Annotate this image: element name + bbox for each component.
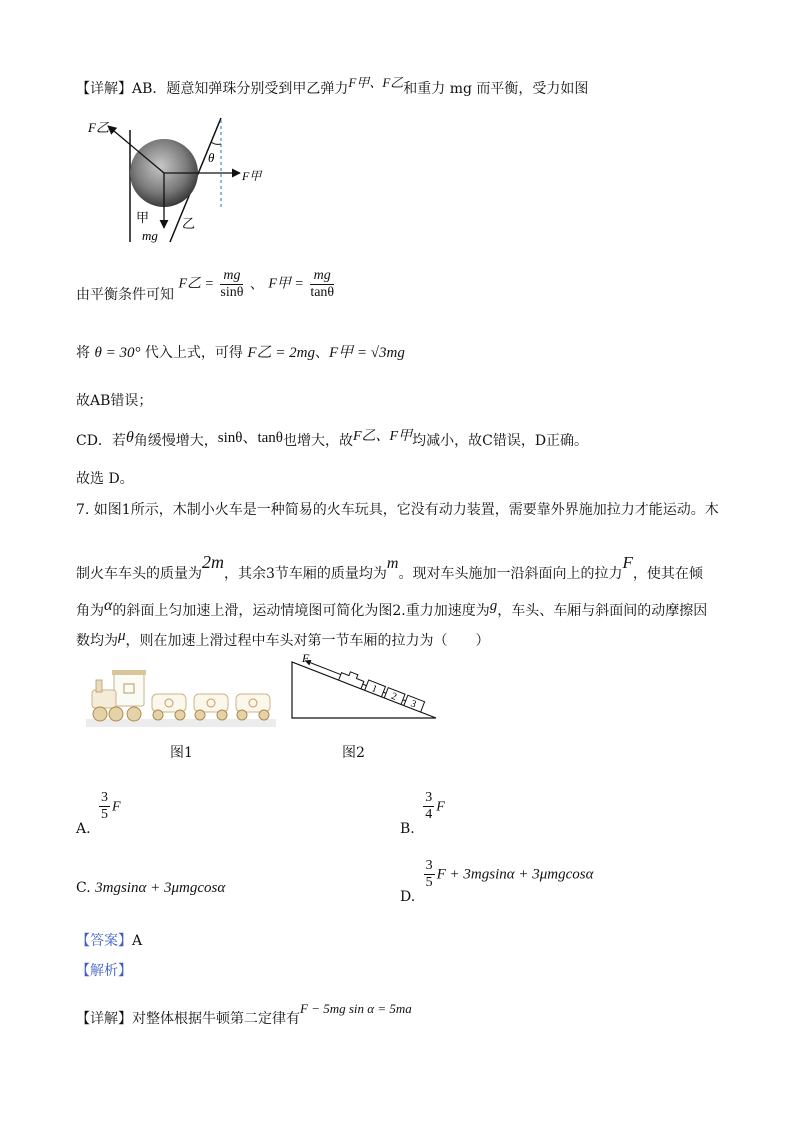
q7-mass-head: 2m (202, 552, 224, 572)
option-a-label: A. (76, 820, 91, 837)
equilibrium-line (76, 268, 336, 301)
option-b-tail: F (436, 799, 445, 815)
q7-line3-b: 的斜面上匀加速上滑，运动情境图可简化为图2.重力加速度为 (112, 603, 490, 619)
ball-force-diagram (80, 110, 280, 250)
eq1-lhs: F乙 = (178, 276, 214, 292)
ab-wrong: 故AB错误； (76, 393, 153, 409)
sub-cond: θ = 30° (94, 345, 141, 361)
detail7-eq: F − 5mg sin α = 5ma (300, 1001, 412, 1016)
option-b-fraction (423, 790, 434, 823)
option-d[interactable] (400, 858, 594, 905)
option-a[interactable] (76, 790, 121, 837)
q7-line3-c: ，车头、车厢与斜面间的动摩擦因 (497, 603, 708, 619)
q7-line3-a: 角为 (76, 603, 104, 619)
choose-d: 故选 D。 (76, 471, 134, 487)
option-b-label: B. (400, 820, 415, 837)
label-F: F (302, 652, 310, 665)
q7-line2 (76, 553, 703, 581)
arrow-F (305, 661, 340, 675)
q7-line4 (76, 629, 490, 648)
car-label-3: 3 (409, 698, 418, 711)
option-d-num: 3 (424, 858, 435, 875)
option-d-tail: F + 3mgsinα + 3μmgcosα (436, 866, 594, 883)
label-f-jia: F甲 (242, 169, 262, 183)
sub-sep: 、 (314, 345, 329, 361)
option-c[interactable] (76, 880, 225, 897)
q7-line2-b: ，其余3节车厢的质量均为 (224, 566, 387, 582)
eq1-den: sinθ (220, 285, 244, 301)
q7-g: g (489, 598, 498, 614)
detail-ab-suffix: 和重力 mg 而平衡，受力如图 (403, 81, 589, 97)
option-d-fraction (424, 858, 435, 891)
q7-mass-car: m (386, 555, 399, 572)
detail-ab-forces: F甲、F乙 (348, 75, 404, 90)
label-mg: mg (142, 228, 158, 243)
eq-sep: 、 (249, 276, 264, 293)
q7-line2-c: 。现对车头施加一沿斜面向上的拉力 (398, 566, 623, 582)
label-theta: θ (208, 150, 215, 165)
q7-force: F (622, 553, 633, 572)
toy-train-photo (86, 664, 276, 730)
cd-line (76, 430, 588, 448)
detail7-text: 【详解】对整体根据牛顿第二定律有 (76, 1011, 300, 1027)
sub-mid: 代入上式，可得 (144, 345, 243, 361)
option-d-den: 5 (425, 875, 433, 891)
sub-pre: 将 (76, 345, 90, 361)
q7-line3 (76, 598, 707, 618)
incline-diagram (286, 652, 442, 724)
answer-line (76, 934, 142, 948)
option-a-fraction (99, 790, 110, 823)
detail7-line (76, 1002, 412, 1026)
option-a-den: 5 (101, 807, 109, 823)
q7-mu: μ (118, 628, 126, 644)
option-b-den: 4 (425, 807, 433, 823)
cd-mid2: 也增大，故 (283, 433, 353, 449)
label-yi: 乙 (182, 217, 196, 232)
q7-line1: 7. 如图1所示，木制小火车是一种简易的火车玩具，它没有动力装置，需要靠外界施加拉力才能运动。木 (76, 502, 719, 518)
label-jia: 甲 (136, 211, 150, 226)
option-c-expr: 3mgsinα + 3μmgcosα (95, 880, 226, 896)
eq2-num: mg (310, 268, 334, 285)
cd-mid1: 角缓慢增大， (133, 433, 218, 449)
option-a-num: 3 (99, 790, 110, 807)
eq1-fraction (220, 268, 243, 301)
answer-value: A (132, 933, 143, 949)
cd-theta: θ (125, 429, 134, 446)
cd-trig: sinθ、tanθ (217, 430, 283, 446)
option-b[interactable] (400, 790, 445, 837)
answer-label: 【答案】 (76, 933, 132, 949)
fig2-caption: 图2 (342, 745, 365, 761)
eq2-fraction (310, 268, 334, 301)
sub-res1: F乙 = 2mg (247, 345, 315, 361)
fig1-caption: 图1 (170, 745, 193, 761)
sub-res2: F甲 = √3mg (328, 345, 405, 361)
q7-line2-d: ，使其在倾 (632, 566, 703, 582)
q7-line4-b: ，则在加速上滑过程中车头对第一节车厢的拉力为（ ） (125, 633, 490, 649)
equilibrium-text: 由平衡条件可知 (76, 286, 174, 303)
option-d-label: D. (400, 888, 416, 905)
q7-line4-a: 数均为 (76, 633, 118, 649)
eq2-den: tanθ (310, 285, 335, 301)
car-label-2: 2 (389, 690, 399, 703)
engine-shape (339, 669, 366, 689)
car-label-1: 1 (369, 683, 379, 696)
detail-ab-prefix: 【详解】AB．题意知弹珠分别受到甲乙弹力 (76, 81, 349, 97)
theta-arc (211, 142, 221, 144)
eq1-num: mg (220, 268, 243, 285)
option-b-num: 3 (423, 790, 434, 807)
substitute-line (76, 346, 405, 361)
cd-pre: CD．若 (76, 433, 126, 449)
label-f-yi: F乙 (88, 120, 109, 135)
option-a-tail: F (112, 799, 121, 815)
eq2-lhs: F甲 = (268, 276, 304, 292)
analysis-label: 【解析】 (76, 963, 132, 979)
cd-forces: F乙、F甲 (353, 429, 413, 444)
cd-post: 均减小，故C错误，D正确。 (412, 433, 589, 449)
option-c-label: C. (76, 880, 91, 896)
detail-ab-line (76, 76, 588, 96)
q7-alpha: α (104, 597, 113, 614)
q7-line2-a: 制火车车头的质量为 (76, 566, 202, 582)
